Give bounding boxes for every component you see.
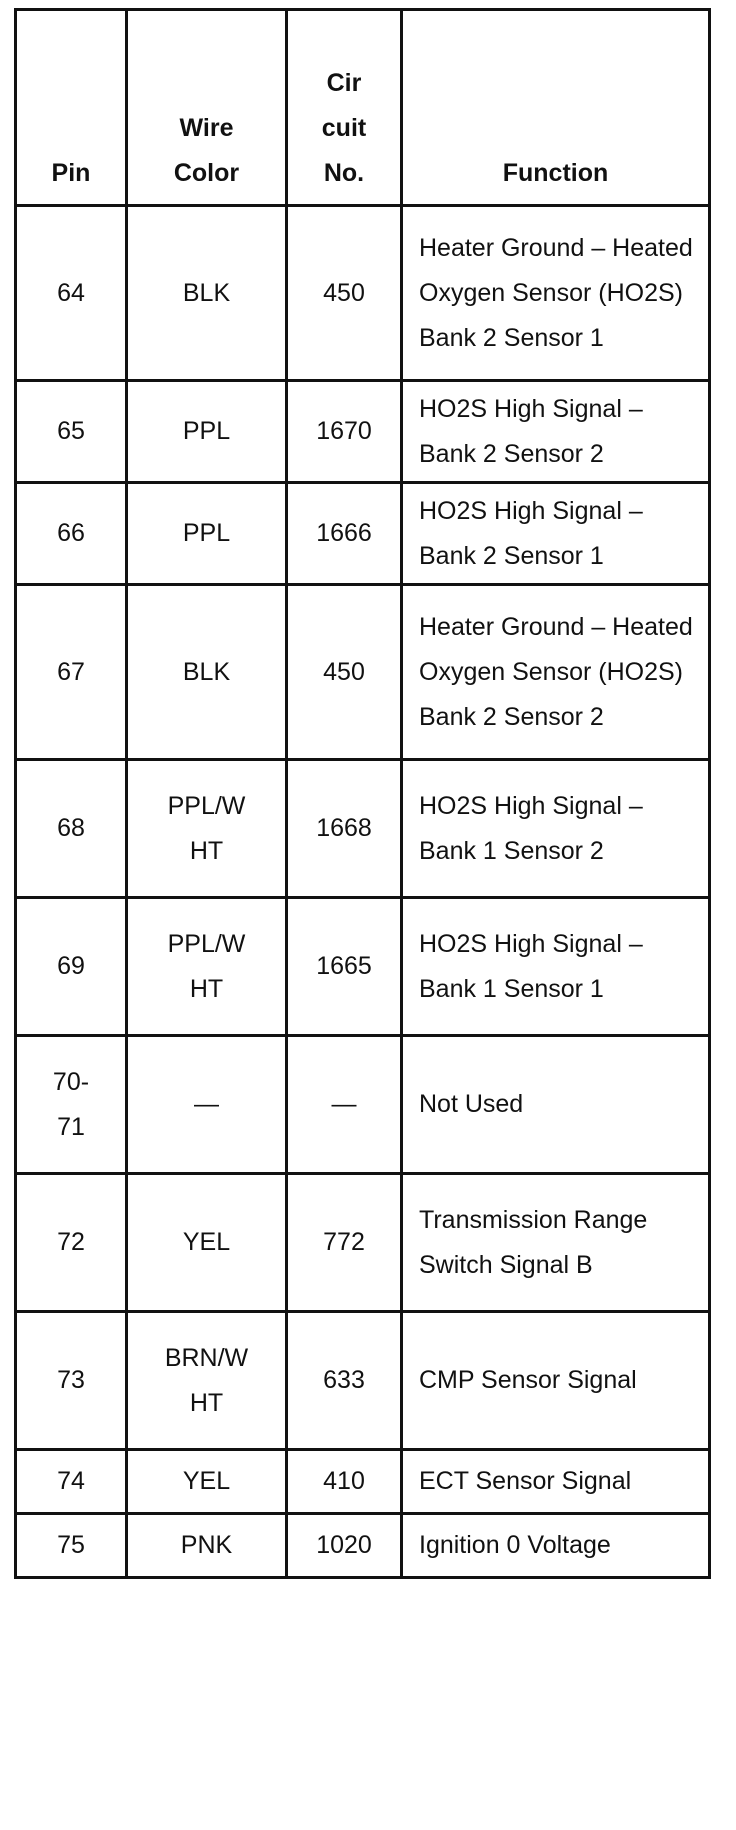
cell-pin <box>16 1312 127 1450</box>
cell-circuit-no <box>287 206 402 381</box>
cell-function-text: Not Used <box>419 1090 524 1118</box>
header-wire-color-label: Wire Color <box>173 114 240 187</box>
cell-pin <box>16 1514 127 1578</box>
cell-circuit-no-text: 1670 <box>316 417 372 445</box>
cell-wire-color-text: YEL <box>182 1228 231 1256</box>
header-circuit-no <box>287 10 402 206</box>
table-row <box>16 1174 710 1312</box>
cell-function-text: HO2S High Signal – Bank 2 Sensor 1 <box>419 496 643 570</box>
cell-pin <box>16 1174 127 1312</box>
table-row <box>16 381 710 483</box>
cell-pin-text: 66 <box>57 519 85 547</box>
cell-circuit-no <box>287 381 402 483</box>
cell-circuit-no-text: 410 <box>323 1467 365 1495</box>
cell-wire-color-text: BLK <box>182 278 231 307</box>
cell-circuit-no <box>287 1450 402 1514</box>
cell-function <box>402 1036 710 1174</box>
cell-wire-color-text: BLK <box>182 657 231 686</box>
cell-wire-color <box>127 483 287 585</box>
cell-circuit-no-text: 1668 <box>316 814 372 842</box>
pin-table <box>14 8 711 1579</box>
cell-circuit-no-text: 450 <box>323 278 365 307</box>
cell-circuit-no <box>287 585 402 760</box>
table-row <box>16 1514 710 1578</box>
cell-function-text: Ignition 0 Voltage <box>419 1531 611 1559</box>
cell-circuit-no-text: 1666 <box>316 519 372 547</box>
cell-function-text: CMP Sensor Signal <box>419 1366 637 1394</box>
cell-pin <box>16 1450 127 1514</box>
table-row <box>16 483 710 585</box>
cell-function-text: HO2S High Signal – Bank 1 Sensor 2 <box>419 791 643 865</box>
cell-wire-color-text: — <box>194 1090 219 1118</box>
cell-pin-text: 64 <box>57 278 85 307</box>
cell-wire-color <box>127 1036 287 1174</box>
cell-pin-text: 68 <box>57 814 85 842</box>
table-row <box>16 760 710 898</box>
cell-pin <box>16 381 127 483</box>
cell-wire-color <box>127 1450 287 1514</box>
cell-function <box>402 760 710 898</box>
cell-wire-color-text: YEL <box>182 1467 231 1495</box>
cell-function <box>402 381 710 483</box>
cell-pin-text: 65 <box>57 417 85 445</box>
cell-function <box>402 585 710 760</box>
cell-pin <box>16 206 127 381</box>
table-row <box>16 1036 710 1174</box>
cell-wire-color-text: PPL <box>182 519 231 547</box>
cell-wire-color-text: PPL <box>182 417 231 445</box>
header-pin-label: Pin <box>51 159 91 187</box>
header-row <box>16 10 710 206</box>
cell-wire-color-text: PPL/WHT <box>167 791 246 865</box>
cell-function-text: Transmission Range Switch Signal B <box>419 1205 648 1279</box>
table-header <box>16 10 710 206</box>
cell-wire-color-text: PPL/WHT <box>167 929 246 1003</box>
cell-wire-color <box>127 1174 287 1312</box>
cell-pin-text: 69 <box>57 952 85 980</box>
cell-function-text: HO2S High Signal – Bank 1 Sensor 1 <box>419 929 643 1003</box>
table-row <box>16 898 710 1036</box>
cell-pin-text: 73 <box>57 1366 85 1394</box>
table-row <box>16 1450 710 1514</box>
cell-circuit-no <box>287 898 402 1036</box>
cell-function <box>402 206 710 381</box>
cell-circuit-no-text: 450 <box>323 657 365 686</box>
cell-function <box>402 1174 710 1312</box>
cell-pin-text: 70-71 <box>52 1067 90 1141</box>
header-pin <box>16 10 127 206</box>
table-row <box>16 206 710 381</box>
cell-circuit-no-text: — <box>331 1090 357 1118</box>
cell-wire-color-text: PNK <box>180 1531 233 1559</box>
cell-function <box>402 1312 710 1450</box>
header-wire-color <box>127 10 287 206</box>
cell-function-text: Heater Ground – Heated Oxygen Sensor (HO2S) Bank 2 Sensor 1 <box>419 233 693 352</box>
cell-circuit-no-text: 633 <box>323 1366 365 1394</box>
cell-circuit-no <box>287 1174 402 1312</box>
cell-circuit-no <box>287 1036 402 1174</box>
cell-wire-color <box>127 1514 287 1578</box>
cell-circuit-no <box>287 760 402 898</box>
cell-pin-text: 72 <box>57 1228 85 1256</box>
cell-pin-text: 75 <box>57 1531 85 1559</box>
cell-circuit-no <box>287 483 402 585</box>
cell-wire-color <box>127 1312 287 1450</box>
cell-function-text: Heater Ground – Heated Oxygen Sensor (HO2S) Bank 2 Sensor 2 <box>419 612 693 731</box>
cell-function <box>402 483 710 585</box>
header-function-label: Function <box>502 159 609 187</box>
cell-circuit-no-text: 1665 <box>316 952 372 980</box>
cell-function <box>402 898 710 1036</box>
cell-function-text: HO2S High Signal – Bank 2 Sensor 2 <box>419 394 643 468</box>
cell-function-text: ECT Sensor Signal <box>419 1467 632 1495</box>
table-row <box>16 585 710 760</box>
cell-wire-color <box>127 381 287 483</box>
header-circuit-no-label: Cir cuit No. <box>321 69 367 187</box>
cell-pin <box>16 585 127 760</box>
cell-pin <box>16 760 127 898</box>
cell-circuit-no-text: 1020 <box>316 1531 372 1559</box>
cell-circuit-no <box>287 1312 402 1450</box>
table-row <box>16 1312 710 1450</box>
table-body <box>16 206 710 1578</box>
cell-function <box>402 1514 710 1578</box>
header-function <box>402 10 710 206</box>
cell-wire-color <box>127 898 287 1036</box>
cell-wire-color-text: BRN/WHT <box>164 1343 249 1417</box>
cell-pin <box>16 483 127 585</box>
cell-pin-text: 67 <box>57 657 85 686</box>
cell-pin-text: 74 <box>57 1467 85 1495</box>
cell-function <box>402 1450 710 1514</box>
cell-circuit-no-text: 772 <box>323 1228 365 1256</box>
cell-wire-color <box>127 760 287 898</box>
cell-wire-color <box>127 206 287 381</box>
cell-circuit-no <box>287 1514 402 1578</box>
cell-wire-color <box>127 585 287 760</box>
cell-pin <box>16 1036 127 1174</box>
cell-pin <box>16 898 127 1036</box>
